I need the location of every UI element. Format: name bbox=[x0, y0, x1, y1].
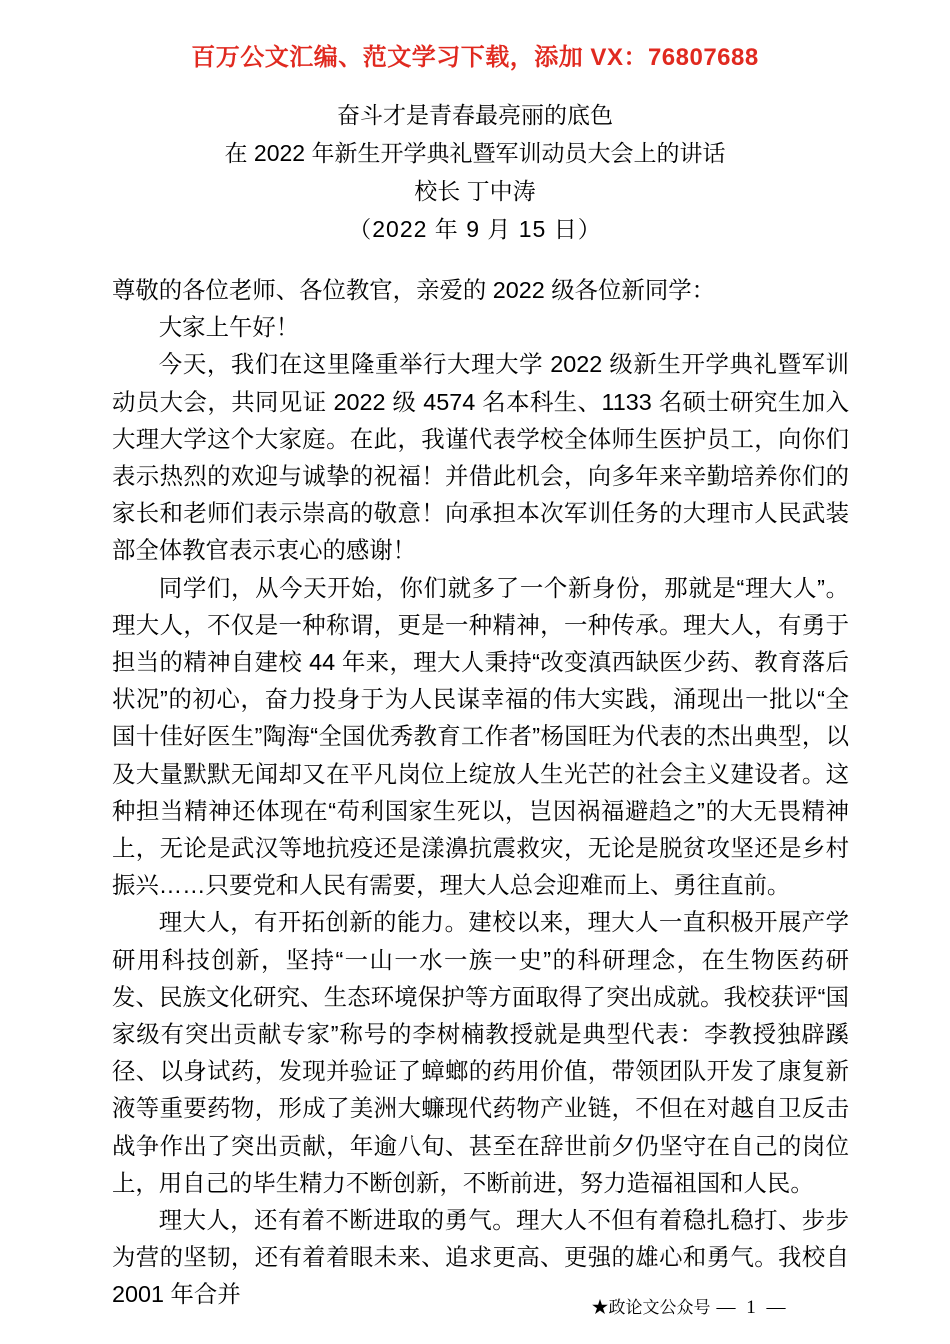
paragraph-greeting: 大家上午好！ bbox=[158, 314, 300, 341]
document-date: （2022 年 9 月 15 日） bbox=[348, 216, 602, 242]
page-number: — 1 — bbox=[716, 1297, 789, 1318]
document-author: 校长 丁中涛 bbox=[414, 178, 536, 204]
document-body bbox=[112, 272, 849, 1314]
paragraph-salutation: 尊敬的各位老师、各位教官，亲爱的 2022 级各位新同学： bbox=[112, 277, 716, 303]
footer-inner bbox=[592, 1296, 789, 1320]
paragraph-welcome: 今天，我们在这里隆重举行大理大学 2022 级新生开学典礼暨军训动员大会，共同见证 2022 级 4574 名本科生、1133 名硕士研究生加入大理大学这个大家庭。在此，我谨代表学校全体师生医护员工，向你们表示热烈的欢迎与诚挚的祝福！并借此机会，向多年来辛勤培养你们的家长和老师们表示崇高的敬意！向承担本次军训任务的大理市人民武装部全体教官表示衷心的感谢！ bbox=[112, 351, 849, 564]
promo-header-text: 百万公文汇编、范文学习下载，添加 VX：76807688 bbox=[191, 44, 759, 71]
document-title-subtitle: 在 2022 年新生开学典礼暨军训动员大会上的讲话 bbox=[224, 140, 726, 166]
document-title-main: 奋斗才是青春最亮丽的底色 bbox=[337, 102, 613, 128]
paragraph-identity-spirit: 同学们，从今天开始，你们就多了一个新身份，那就是“理大人”。理大人，不仅是一种称谓，更是一种精神，一种传承。理大人，有勇于担当的精神自建校 44 年来，理大人秉持“改变滇西缺医少药、教育落后状况”的初心，奋力投身于为人民谋幸福的伟大实践，涌现出一批以“全国十佳好医生”陶海“全国优秀教育工作者”杨国旺为代表的杰出典型，以及大量默默无闻却又在平凡岗位上绽放人生光芒的社会主义建设者。这种担当精神还体现在“苟利国家生死以，岂因祸福避趋之”的大无畏精神上，无论是武汉等地抗疫还是漾濞抗震救灾，无论是脱贫攻坚还是乡村振兴……只要党和人民有需要，理大人总会迎难而上、勇往直前。 bbox=[112, 574, 849, 899]
footer-brand-label: ★政论文公众号 bbox=[591, 1298, 711, 1318]
document-title-block bbox=[0, 96, 950, 248]
paragraph-courage: 理大人，还有着不断进取的勇气。理大人不但有着稳扎稳打、步步为营的坚韧，还有着着眼未来、追求更高、更强的雄心和勇气。我校自 2001 年合并 bbox=[112, 1207, 849, 1308]
paragraph-innovation: 理大人，有开拓创新的能力。建校以来，理大人一直积极开展产学研用科技创新，坚持“一山一水一族一史”的科研理念，在生物医药研发、民族文化研究、生态环境保护等方面取得了突出成就。我校获评“国家级有突出贡献专家”称号的李树楠教授就是典型代表：李教授独辟蹊径、以身试药，发现并验证了蟑螂的药用价值，带领团队开发了康复新液等重要药物，形成了美洲大蠊现代药物产业链，不但在对越自卫反击战争作出了突出贡献，年逾八旬、甚至在辞世前夕仍坚守在自己的岗位上，用自己的毕生精力不断创新，不断前进，努力造福祖国和人民。 bbox=[112, 909, 849, 1196]
page-footer bbox=[0, 1296, 950, 1320]
